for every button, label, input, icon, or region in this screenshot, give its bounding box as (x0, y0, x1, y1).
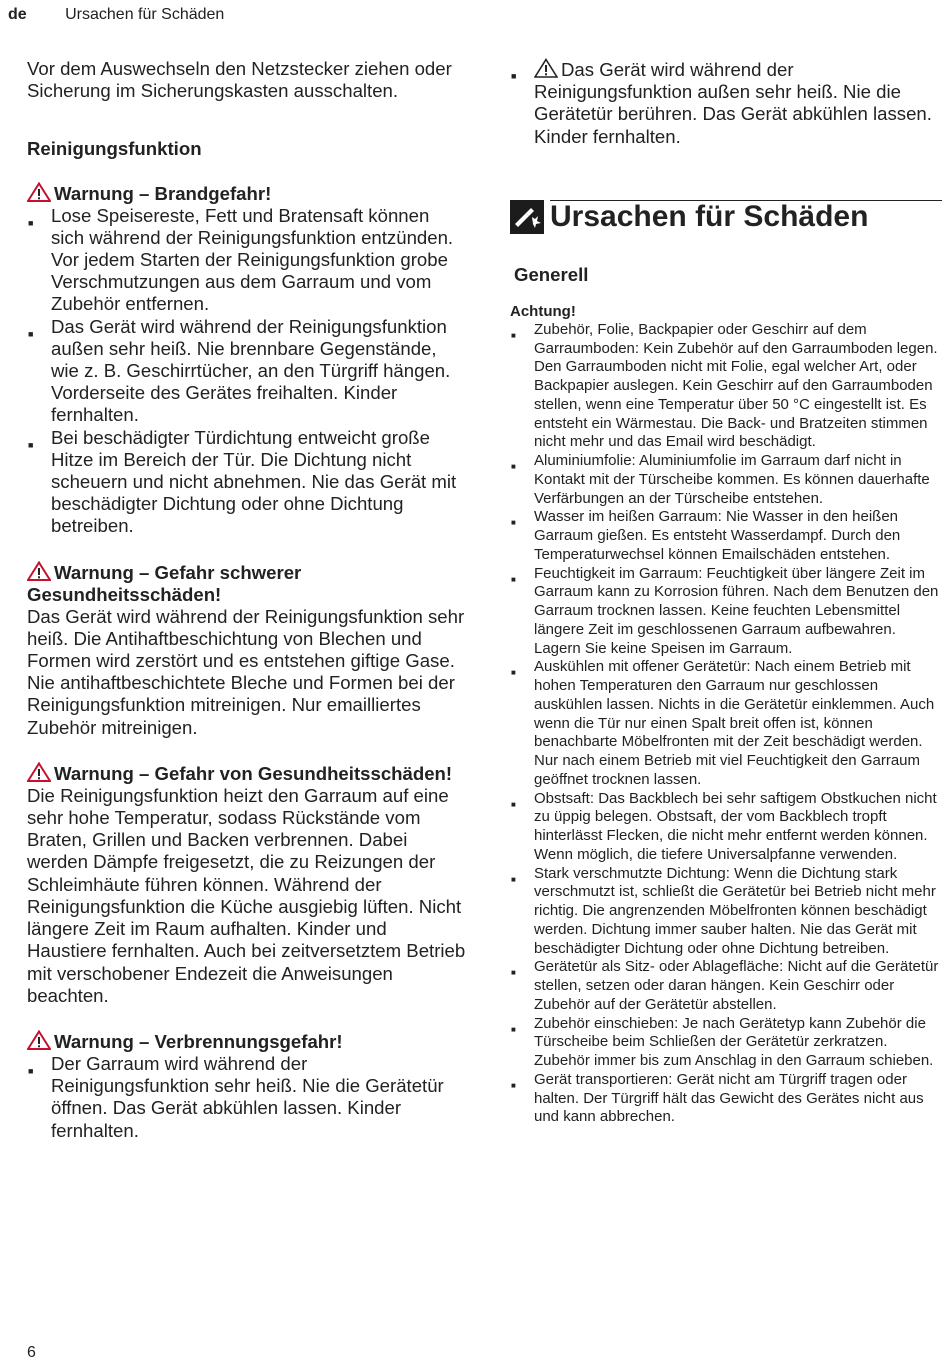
list-item-extra: Nur nach einem Betrieb mit viel Feuchtigkeit den Garraum geöffnet trocknen lassen. (534, 752, 921, 788)
warning-fire-list (27, 205, 467, 538)
language-code: de (8, 6, 27, 23)
list-item: ■ Lose Speisereste, Fett und Bratensaft können sich während der Reinigungsfunktion entzünden. Vor jedem Starten der Reinigungsfunktion grobe Verschmutzungen aus dem Garraum und vom Zubehör entfernen. (28, 204, 454, 315)
list-item: ■ Bei beschädigter Türdichtung entweicht große Hitze im Bereich der Tür. Die Dichtung nicht scheuern und nicht abnehmen. Nie das Gerät mit beschädigter Dichtung oder ohne Dichtung betreiben. (28, 426, 457, 537)
list-item: ■ Das Gerät wird während der Reinigungsfunktion außen sehr heiß. Nie brennbare Gegenstände, wie z. B. Geschirrtücher, an den Türgriff hängen. Vorderseite des Gerätes freihalten. Kinder fernhalten. (28, 315, 451, 426)
section-heading (510, 200, 942, 240)
list-item: ■ Gerät transportieren: Gerät nicht am Türgriff tragen oder halten. Der Türgriff hält das Gewicht des Gerätes nicht aus und kann abbrechen. (511, 1070, 924, 1126)
running-title: Ursachen für Schäden (65, 6, 225, 23)
warning-burn-list (27, 1053, 467, 1142)
subheading-generell: Generell (514, 263, 589, 285)
warning-serious-health (27, 561, 467, 739)
warning-fire (27, 182, 467, 538)
list-item: ■ Stark verschmutzte Dichtung: Wenn die Dichtung stark verschmutzt ist, schließt die Gerätetür bei Betrieb nicht mehr richtig. Die angrenzenden Möbelfronten können beschädigt werden. Dichtung immer sauber halten. Nie das Gerät mit beschädigter Dichtung oder ohne Dichtung betreiben. (511, 864, 936, 957)
warning-title: Warnung – Verbrennungsgefahr! (27, 1030, 467, 1053)
list-item: ■ Das Gerät wird während der Reinigungsfunktion außen sehr heiß. Nie die Gerätetür berühren. Das Gerät abkühlen lassen. Kinder fernhalten. (511, 59, 932, 147)
warning-text: Die Reinigungsfunktion heizt den Garraum auf eine sehr hohe Temperatur, sodass Rückstände vom Braten, Grillen und Backen verbrennen. Dabei werden Dämpfe freigesetzt, die zu Reizungen der Schleimhäute führen können. Während der Reinigungsfunktion die Küche ausgiebig lüften. Nicht längere Zeit im Raum aufhalten. Kinder und Haustiere fernhalten. Auch bei zeitversetztem Betrieb mit verschobener Endezeit die Anweisungen beachten. (27, 784, 466, 1006)
damage-causes-list (510, 321, 942, 1127)
warning-triangle-icon (27, 1030, 51, 1050)
list-item: ■ Zubehör, Folie, Backpapier oder Geschirr auf dem Garraumboden: Kein Zubehör auf den Garraumboden legen. Den Garraumboden nicht mit Folie, egal welcher Art, oder Backpapier auslegen. Kein Geschirr auf den Garraumboden stellen, wenn eine Temperatur über 50 °C eingestellt ist. Es entsteht ein Wärmestau. Die Back- und Bratzeiten stimmen nicht mehr und das Email wird beschädigt. (511, 320, 938, 451)
page-number: 6 (27, 1344, 36, 1361)
list-item: ■ Zubehör einschieben: Je nach Gerätetyp kann Zubehör die Türscheibe beim Schließen der Gerätetür zerkratzen. Zubehör immer bis zum Anschlag in den Garraum schieben. (511, 1014, 934, 1070)
continued-warning-list (510, 58, 942, 148)
warning-title: Warnung – Brandgefahr! (27, 182, 467, 205)
page-header (8, 6, 224, 24)
warning-burn (27, 1030, 467, 1142)
list-item: ■ Aluminiumfolie: Aluminiumfolie im Garraum darf nicht in Kontakt mit der Türscheibe kommen. Es können dauerhafte Verfärbungen an der Türscheibe entstehen. (511, 452, 930, 507)
warning-text: Das Gerät wird während der Reinigungsfunktion sehr heiß. Die Antihaftbeschichtung von Blechen und Formen wird zerstört und es entstehen giftige Gase. Nie antihaftbeschichtete Bleche und Formen bei der Reinigungsfunktion mitreinigen. Nur emailliertes Zubehör mitreinigen. (27, 605, 465, 738)
list-item: ■ Gerätetür als Sitz- oder Ablagefläche: Nicht auf die Gerätetür stellen, setzen oder daran hängen. Kein Geschirr oder Zubehör auf der Gerätetür abstellen. (511, 958, 939, 1013)
warning-title: Warnung – Gefahr von Gesundheitsschäden! (27, 762, 467, 785)
warning-triangle-icon (27, 561, 51, 581)
hand-tool-damage-icon (510, 200, 544, 234)
list-item: ■ Feuchtigkeit im Garraum: Feuchtigkeit über längere Zeit im Garraum kann zu Korrosion führen. Nach dem Benutzen den Garraum trocknen lassen. Keine feuchten Lebensmittel längere Zeit im geschlossenen Garraum aufbewahren. Lagern Sie keine Speisen im Garraum. (511, 564, 939, 657)
intro-paragraph: Vor dem Auswechseln den Netzstecker ziehen oder Sicherung im Sicherungskasten ausschalten. (27, 58, 452, 102)
section-title: Ursachen für Schäden (550, 199, 869, 233)
warning-title: Warnung – Gefahr schwerer Gesundheitsschäden! (27, 561, 302, 605)
list-item: ■ Auskühlen mit offener Gerätetür: Nach einem Betrieb mit hohen Temperaturen den Garraum nur geschlossen auskühlen lassen. Nichts in die Gerätetür einklemmen. Auch wenn die Tür nur einen Spalt breit offen ist, können benachbarte Möbelfronten mit der Zeit beschädigt werden. Nur nach einem Betrieb mit viel Feuchtigkeit den Garraum geöffnet trocknen lassen. (511, 658, 935, 788)
subheading-reinigungsfunktion: Reinigungsfunktion (27, 138, 202, 160)
list-item: ■ Obstsaft: Das Backblech bei sehr saftigem Obstkuchen nicht zu üppig belegen. Obstsaft, der vom Backblech tropft hinterlässt Flecken, die nicht mehr entfernt werden können. Wenn möglich, die tiefere Universalpfanne verwenden. (511, 789, 937, 863)
left-column (27, 58, 467, 1142)
caution-label: Achtung! (510, 302, 576, 320)
list-item: ■ Wasser im heißen Garraum: Nie Wasser in den heißen Garraum gießen. Es entsteht Wasserdampf. Durch den Temperaturwechsel können Emailschäden entstehen. (511, 508, 901, 563)
right-column (510, 58, 942, 1127)
warning-health (27, 762, 467, 1007)
list-item: ■ Der Garraum wird während der Reinigungsfunktion sehr heiß. Nie die Gerätetür öffnen. Das Gerät abkühlen lassen. Kinder fernhalten. (28, 1052, 444, 1141)
warning-triangle-icon (534, 58, 558, 78)
warning-triangle-icon (27, 762, 51, 782)
warning-triangle-icon (27, 182, 51, 202)
